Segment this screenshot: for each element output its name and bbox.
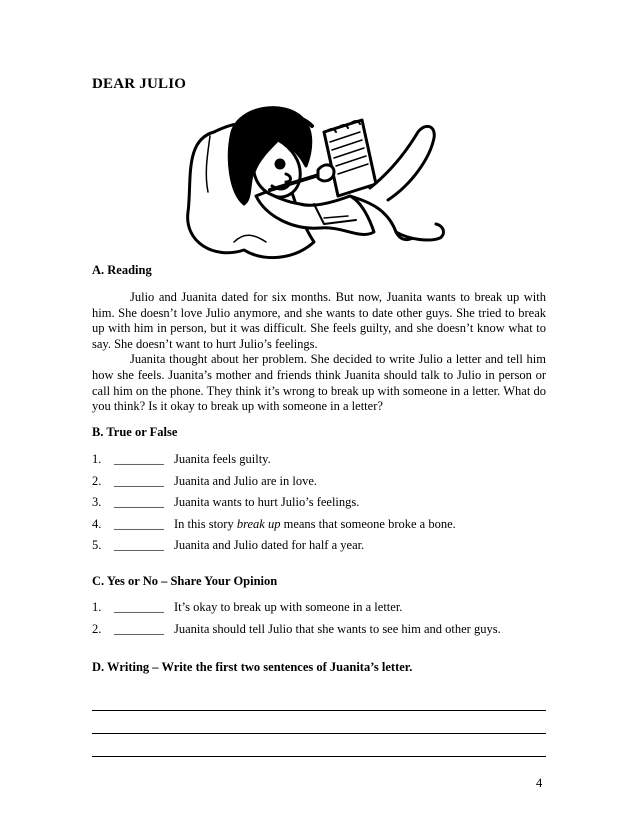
list-item (92, 619, 552, 641)
reading-paragraph: Juanita thought about her problem. She decided to write Julio a letter and tell him how she feels. Juanita’s mother and friends think Juanita should talk to Julio in person or call him on the phone. They think it’s wrong to break up with someone in a letter. What do you think? Is it okay to break up with someone in a letter? (92, 352, 546, 414)
item-text: It’s okay to break up with someone in a letter. (174, 600, 403, 615)
page-number: 4 (536, 776, 543, 790)
list-item (92, 597, 552, 619)
list-item (92, 449, 552, 471)
item-text: Juanita should tell Julio that she wants to see him and other guys. (174, 621, 501, 636)
reading-paragraph: Julio and Juanita dated for six months. But now, Juanita wants to break up with him. She doesn’t love Julio anymore, and she wants to date other guys. She tried to break up with him in person, but it was difficult. She feels guilty, and she doesn’t know what to say. She doesn’t want to hurt Julio’s feelings. (92, 290, 546, 351)
writing-line[interactable] (92, 711, 546, 734)
page-title: DEAR JULIO (92, 76, 187, 92)
yes-no-list (92, 597, 552, 640)
item-number: 5. (92, 538, 102, 553)
item-number: 2. (92, 621, 102, 636)
answer-blank[interactable]: ________ (114, 600, 164, 615)
reading-passage (92, 290, 546, 415)
yes-no-heading: C. Yes or No – Share Your Opinion (92, 574, 278, 588)
answer-blank[interactable]: ________ (114, 495, 164, 510)
girl-writing-letter-icon (174, 92, 454, 268)
emphasis-term: break up (236, 516, 281, 531)
item-text: Juanita feels guilty. (174, 452, 271, 467)
item-text: Juanita and Julio are in love. (174, 473, 318, 488)
list-item (92, 471, 552, 493)
item-number: 1. (92, 452, 102, 467)
list-item (92, 535, 552, 557)
item-number: 2. (92, 473, 102, 488)
answer-blank[interactable]: ________ (114, 516, 164, 531)
list-item (92, 514, 552, 536)
writing-heading: D. Writing – Write the first two sentences of Juanita’s letter. (92, 660, 413, 674)
reading-heading: A. Reading (92, 263, 152, 277)
answer-blank[interactable]: ________ (114, 538, 164, 553)
item-number: 4. (92, 516, 102, 531)
answer-blank[interactable]: ________ (114, 621, 164, 636)
item-text: In this story break up means that someone broke a bone. (174, 516, 456, 531)
item-text: Juanita wants to hurt Julio’s feelings. (174, 495, 360, 510)
true-false-heading: B. True or False (92, 425, 178, 439)
writing-line[interactable] (92, 734, 546, 757)
writing-area[interactable] (92, 688, 546, 757)
answer-blank[interactable]: ________ (114, 473, 164, 488)
writing-line[interactable] (92, 688, 546, 711)
answer-blank[interactable]: ________ (114, 452, 164, 467)
item-number: 3. (92, 495, 102, 510)
list-item (92, 492, 552, 514)
item-number: 1. (92, 600, 102, 615)
item-text: Juanita and Julio dated for half a year. (174, 538, 365, 553)
true-false-list (92, 449, 552, 557)
